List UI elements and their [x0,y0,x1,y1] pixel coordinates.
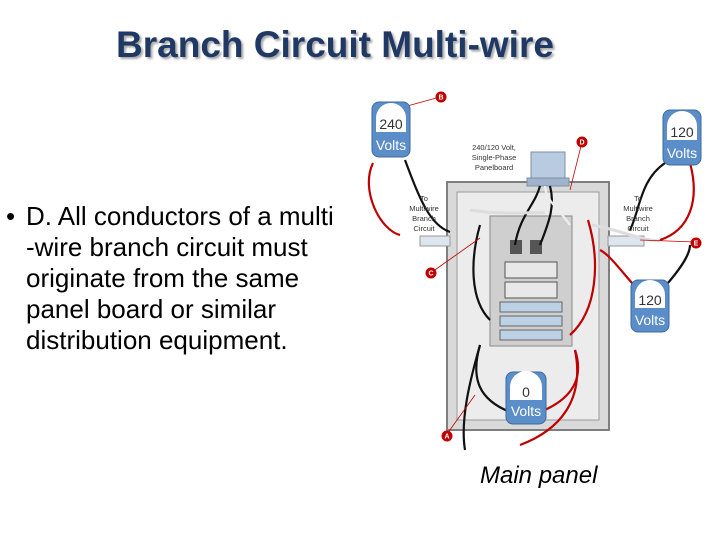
meter-0 [506,371,546,424]
meter-0-unit: Volts [510,403,542,419]
conduit [527,152,569,186]
left-conduit [420,236,450,246]
panel-label-line-3: Panelboard [474,163,514,172]
callout-a [442,431,453,442]
right-circuit-label [623,194,653,233]
callout-c [426,268,437,279]
right-label-line-2: Multiwire [623,204,653,213]
callout-d [577,137,588,148]
right-label-line-3: Branch [626,214,650,223]
callout-b [436,92,447,103]
callout-a-label: A [444,433,450,441]
left-label-line-1: To [420,194,428,203]
meter-120-top-unit: Volts [666,145,698,161]
bullet-marker: • [6,201,16,231]
left-label-line-2: Multiwire [409,204,439,213]
meter-240-value: 240 [379,116,403,132]
callout-e [691,238,702,249]
meter-120-mid-value: 120 [638,292,662,308]
slide-title: Branch Circuit Multi-wire [116,24,554,65]
meter-240 [372,102,410,157]
panel-label-line-2: Single-Phase [471,153,517,162]
bullet-text: D. All conductors of a multi -wire branch circuit must originate from the same panel board or similar distribution equipment. [26,201,334,355]
panel-label [472,143,517,172]
callout-c-label: C [428,270,434,278]
meter-120-top-value: 120 [670,124,694,140]
left-label-line-3: Branch [412,214,436,223]
meter-120-top [663,110,701,165]
meter-0-value: 0 [522,384,530,400]
right-label-line-1: To [634,194,642,203]
callout-b-label: B [438,94,444,102]
diagram-caption: Main panel [480,462,598,489]
meter-120-mid-unit: Volts [634,312,666,328]
panel-label-line-1: 240/120 Volt, [472,143,516,152]
callout-e-label: E [693,240,699,248]
callout-d-label: D [579,139,585,147]
meter-240-unit: Volts [375,137,407,153]
left-circuit-label [409,194,439,233]
left-label-line-4: Circuit [413,224,435,233]
right-label-line-4: Circuit [627,224,649,233]
meter-120-mid [631,280,669,332]
